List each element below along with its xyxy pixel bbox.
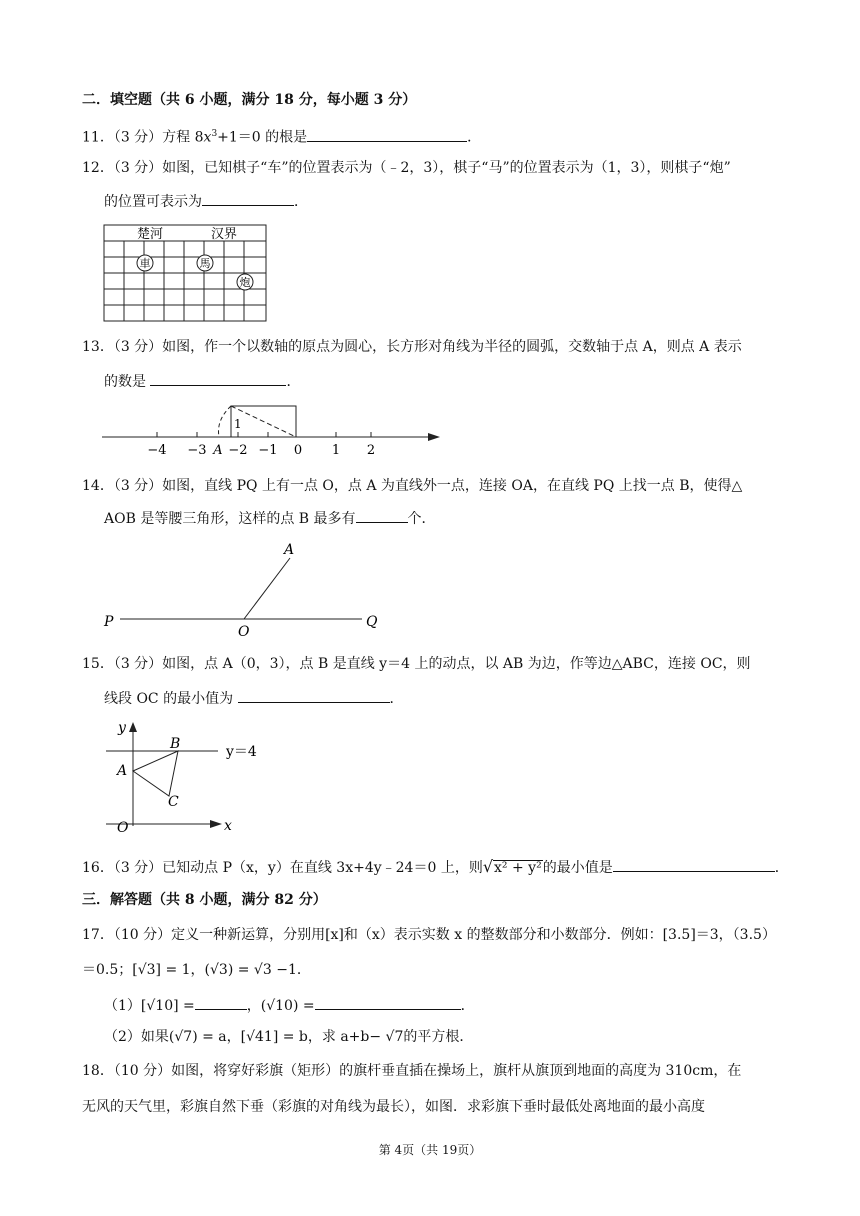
- answer-blank[interactable]: [202, 191, 294, 206]
- label-q: Q: [366, 614, 378, 630]
- page-footer: 第 4页（共 19页）: [378, 1143, 482, 1157]
- triangle-abc: [133, 751, 178, 796]
- q16-radicand: x² + y²: [494, 860, 542, 876]
- q14-line2b: 个．: [407, 511, 436, 527]
- q15-line2-text: 线段 OC 的最小值为: [104, 691, 234, 707]
- tick-label: 2: [366, 443, 376, 458]
- tick-label: −2: [228, 443, 248, 458]
- label-a: A: [284, 542, 295, 558]
- river-left-label: 楚河: [137, 227, 164, 242]
- board-grid: [104, 225, 266, 321]
- question-18-line2: 无风的天气里，彩旗自然下垂（彩旗的对角线为最长），如图．求彩旗下垂时最低处离地面的最小高度: [82, 1099, 705, 1115]
- q12-line2-text: 的位置可表示为: [104, 194, 202, 210]
- answer-blank[interactable]: [150, 371, 286, 386]
- q11-var: x: [203, 129, 212, 146]
- piece-ma-label: 馬: [199, 257, 211, 270]
- label-a: A: [117, 763, 128, 779]
- question-14-line1: 14．（3 分）如图，直线 PQ 上有一点 O，点 A 为直线外一点，连接 OA，在直线 PQ 上找一点 B，使得△: [82, 478, 743, 494]
- number-line-figure: [100, 398, 445, 460]
- q17-p1b: ，(√10) =: [246, 998, 315, 1014]
- tick-label: 0: [293, 443, 303, 458]
- answer-blank[interactable]: [238, 688, 390, 703]
- tick-marks: [157, 432, 371, 437]
- question-15-line1: 15．（3 分）如图，点 A（0，3），点 B 是直线 y＝4 上的动点，以 AB 为边，作等边△ABC，连接 OC，则: [82, 656, 751, 672]
- line-pq-figure: [100, 538, 390, 640]
- tick-label: 1: [331, 443, 341, 458]
- q14-line2a: AOB 是等腰三角形，这样的点 B 最多有: [104, 511, 356, 527]
- label-p: P: [104, 614, 114, 630]
- answer-blank[interactable]: [307, 127, 467, 142]
- q11-exp: 3: [211, 129, 218, 139]
- question-15-line2: 线段 OC 的最小值为 ．: [104, 688, 404, 709]
- x-axis-arrow-icon: [210, 820, 222, 828]
- question-18-line1: 18．（10 分）如图，将穿好彩旗（矩形）的旗杆垂直插在操场上，旗杆从旗顶到地面的高度为 310cm，在: [82, 1063, 742, 1079]
- q11-suffix: +1＝0 的根是: [217, 129, 308, 146]
- q13-line2-text: 的数是: [104, 374, 146, 390]
- q16-suffix: 的最小值是: [542, 860, 613, 876]
- q17-p1a: （1）[√10] =: [104, 998, 195, 1014]
- question-17-line2: ＝0.5；[√3] = 1，(√3) = √3 −1．: [82, 962, 311, 978]
- q11-prefix: 11．（3 分）方程 8: [82, 129, 204, 146]
- question-17-line1: 17．（10 分）定义一种新运算，分别用[x]和（x）表示实数 x 的整数部分和小数部分．例如：[3.5]＝3，（3.5）: [82, 927, 776, 943]
- question-14-line2: [104, 508, 436, 529]
- tick-label: −1: [258, 443, 278, 458]
- answer-blank[interactable]: [315, 995, 461, 1010]
- question-11: 11．（3 分）方程 $8x^3+1=0$ 的根是 ．: [82, 124, 481, 148]
- answer-blank[interactable]: [195, 995, 247, 1010]
- point-a-label: A: [213, 443, 223, 458]
- q16-prefix: 16．（3 分）已知动点 P（x，y）在直线 3x+4y﹣24＝0 上，则: [82, 860, 483, 876]
- tick-label: −4: [147, 443, 167, 458]
- question-12-line1: 12．（3 分）如图，已知棋子“车”的位置表示为（﹣2，3），棋子“马”的位置表示为（1，3），则棋子“炮”: [82, 160, 731, 176]
- tick-label: −3: [187, 443, 207, 458]
- segment-oa: [244, 558, 290, 619]
- section-3-title: 三．解答题（共 8 小题，满分 82 分）: [82, 892, 327, 908]
- side-length-label: 1: [234, 417, 242, 431]
- axis-arrow-icon: [428, 433, 440, 441]
- question-12-line2: 的位置可表示为 ．: [104, 191, 308, 212]
- coordinate-figure: [100, 718, 290, 840]
- label-y: y: [118, 720, 126, 736]
- question-16: 16．（3 分）已知动点 P（x，y）在直线 3x+4y﹣24＝0 上，则√x² + y²的最小值是 ．: [82, 857, 789, 876]
- piece-che-label: 車: [139, 257, 151, 270]
- line-label: y＝4: [226, 744, 257, 760]
- question-17-part2: （2）如果(√7) = a，[√41] = b，求 a+b− √7的平方根．: [104, 1029, 474, 1045]
- question-17-part1: （1）[√10] = ，(√10) = ．: [104, 995, 475, 1016]
- label-x: x: [224, 818, 232, 834]
- label-c: C: [168, 794, 179, 810]
- piece-pao-label: 炮: [239, 276, 251, 289]
- chess-board-figure: [103, 224, 269, 324]
- label-o: O: [117, 820, 129, 836]
- label-o: O: [238, 624, 250, 640]
- label-b: B: [170, 736, 181, 752]
- radical-icon: √: [482, 857, 494, 876]
- question-13-line1: 13．（3 分）如图，作一个以数轴的原点为圆心，长方形对角线为半径的圆弧，交数轴于点 A，则点 A 表示: [82, 339, 742, 355]
- question-13-line2: 的数是 ．: [104, 371, 300, 392]
- answer-blank[interactable]: [613, 857, 775, 872]
- arc-dashed: [219, 406, 232, 437]
- river-right-label: 汉界: [211, 227, 238, 242]
- y-axis-arrow-icon: [129, 722, 137, 732]
- section-2-title: 二．填空题（共 6 小题，满分 18 分，每小题 3 分）: [82, 92, 417, 108]
- answer-blank[interactable]: [356, 508, 408, 523]
